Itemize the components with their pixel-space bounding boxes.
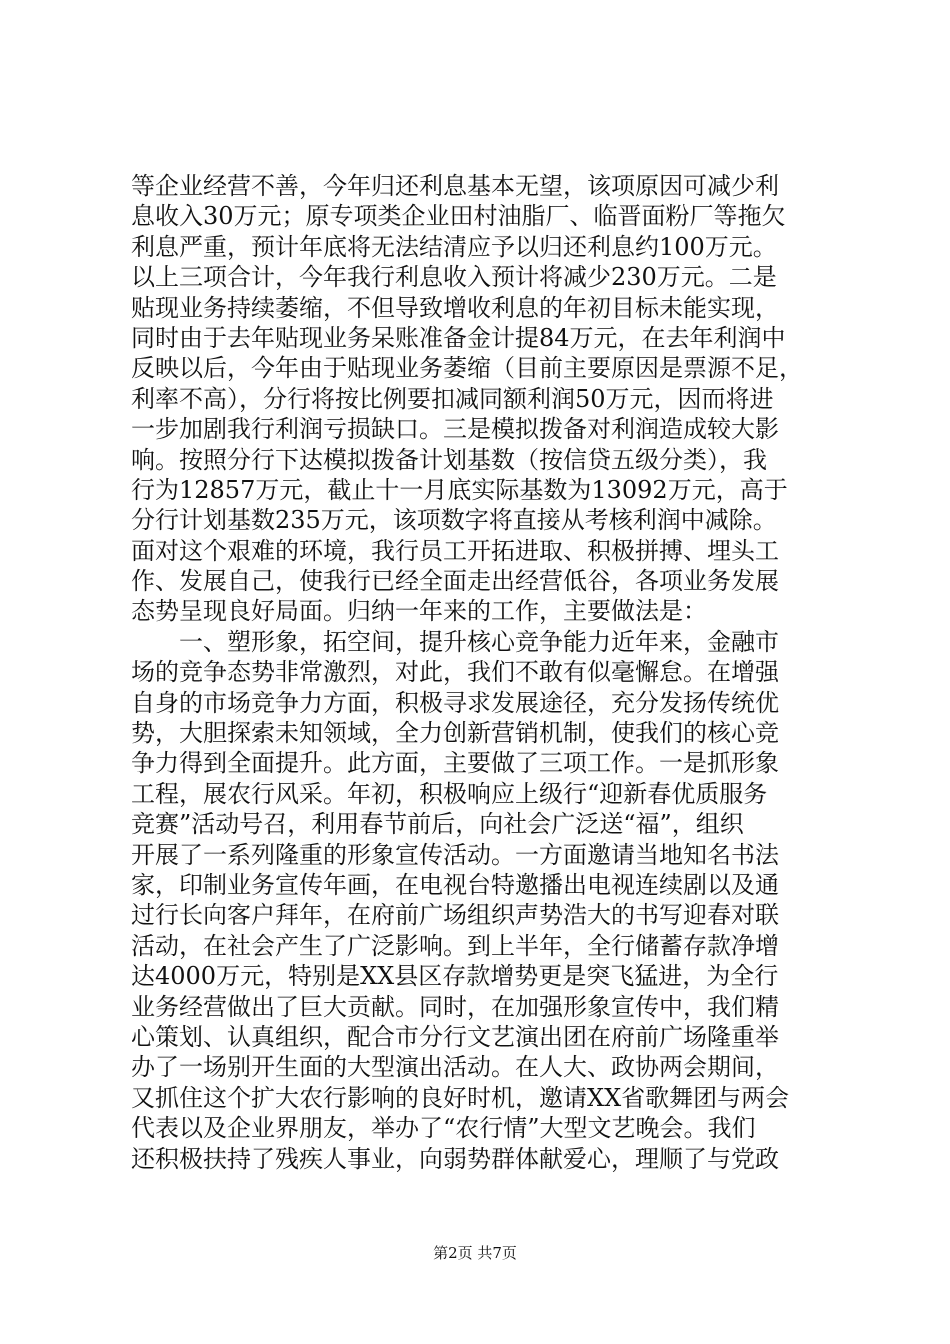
text-line: 又抓住这个扩大农行影响的良好时机，邀请XX省歌舞团与两会: [131, 1083, 790, 1112]
text-line: 分行计划基数235万元，该项数字将直接从考核利润中减除。: [131, 506, 777, 535]
text-line: 响。按照分行下达模拟拨备计划基数（按信贷五级分类），我: [131, 445, 767, 474]
text-line: 态势呈现良好局面。归纳一年来的工作，主要做法是：: [131, 597, 707, 626]
text-line: 行为12857万元，截止十一月底实际基数为13092万元，高于: [131, 475, 788, 504]
text-line: 面对这个艰难的环境，我行员工开拓进取、积极拼搏、埋头工: [131, 536, 779, 565]
text-line: 反映以后，今年由于贴现业务萎缩（目前主要原因是票源不足，: [131, 354, 803, 383]
text-line: 还积极扶持了残疾人事业，向弱势群体献爱心，理顺了与党政: [131, 1144, 779, 1173]
text-line: 自身的市场竞争力方面，积极寻求发展途径，充分发扬传统优: [131, 688, 779, 717]
text-line: 过行长向客户拜年，在府前广场组织声势浩大的书写迎春对联: [131, 901, 779, 930]
text-line: 心策划、认真组织，配合市分行文艺演出团在府前广场隆重举: [131, 1022, 779, 1051]
text-line: 以上三项合计，今年我行利息收入预计将减少230万元。二是: [131, 263, 777, 292]
text-line: 作、发展自己，使我行已经全面走出经营低谷，各项业务发展: [131, 567, 779, 596]
text-line: 工程，展农行风采。年初，积极响应上级行“迎新春优质服务: [131, 779, 768, 808]
text-line: 代表以及企业界朋友，举办了“农行情”大型文艺晚会。我们: [131, 1114, 756, 1143]
text-line: 办了一场别开生面的大型演出活动。在人大、政协两会期间，: [131, 1053, 779, 1082]
text-line: 开展了一系列隆重的形象宣传活动。一方面邀请当地知名书法: [131, 840, 779, 869]
text-line: 利率不高），分行将按比例要扣减同额利润50万元，因而将进: [131, 384, 774, 413]
text-line: 争力得到全面提升。此方面，主要做了三项工作。一是抓形象: [131, 749, 779, 778]
text-line: 同时由于去年贴现业务呆账准备金计提84万元，在去年利润中: [131, 323, 786, 352]
body-text: [131, 171, 831, 1174]
text-line: 势，大胆探索未知领域，全力创新营销机制，使我们的核心竞: [131, 719, 779, 748]
text-line: 等企业经营不善，今年归还利息基本无望，该项原因可减少利: [131, 172, 779, 200]
page-footer: 第2页 共7页: [433, 1244, 517, 1262]
text-line: 贴现业务持续萎缩，不但导致增收利息的年初目标未能实现，: [131, 293, 779, 322]
text-line: 利息严重，预计年底将无法结清应予以归还利息约100万元。: [131, 232, 777, 261]
text-line: 竞赛”活动号召，利用春节前后，向社会广泛送“福”，组织: [131, 810, 744, 839]
text-line: 一步加剧我行利润亏损缺口。三是模拟拨备对利润造成较大影: [131, 415, 779, 444]
text-line: 一、塑形象，拓空间，提升核心竞争能力近年来，金融市: [179, 627, 779, 656]
text-line: 活动，在社会产生了广泛影响。到上半年，全行储蓄存款净增: [131, 931, 779, 960]
text-line: 息收入30万元；原专项类企业田村油脂厂、临晋面粉厂等拖欠: [131, 202, 786, 231]
text-line: 场的竞争态势非常激烈，对此，我们不敢有似毫懈怠。在增强: [131, 658, 779, 687]
text-line: 达4000万元，特别是XX县区存款增势更是突飞猛进，为全行: [131, 962, 779, 991]
text-line: 家，印制业务宣传年画，在电视台特邀播出电视连续剧以及通: [131, 870, 779, 899]
text-line: 业务经营做出了巨大贡献。同时，在加强形象宣传中，我们精: [131, 992, 779, 1021]
